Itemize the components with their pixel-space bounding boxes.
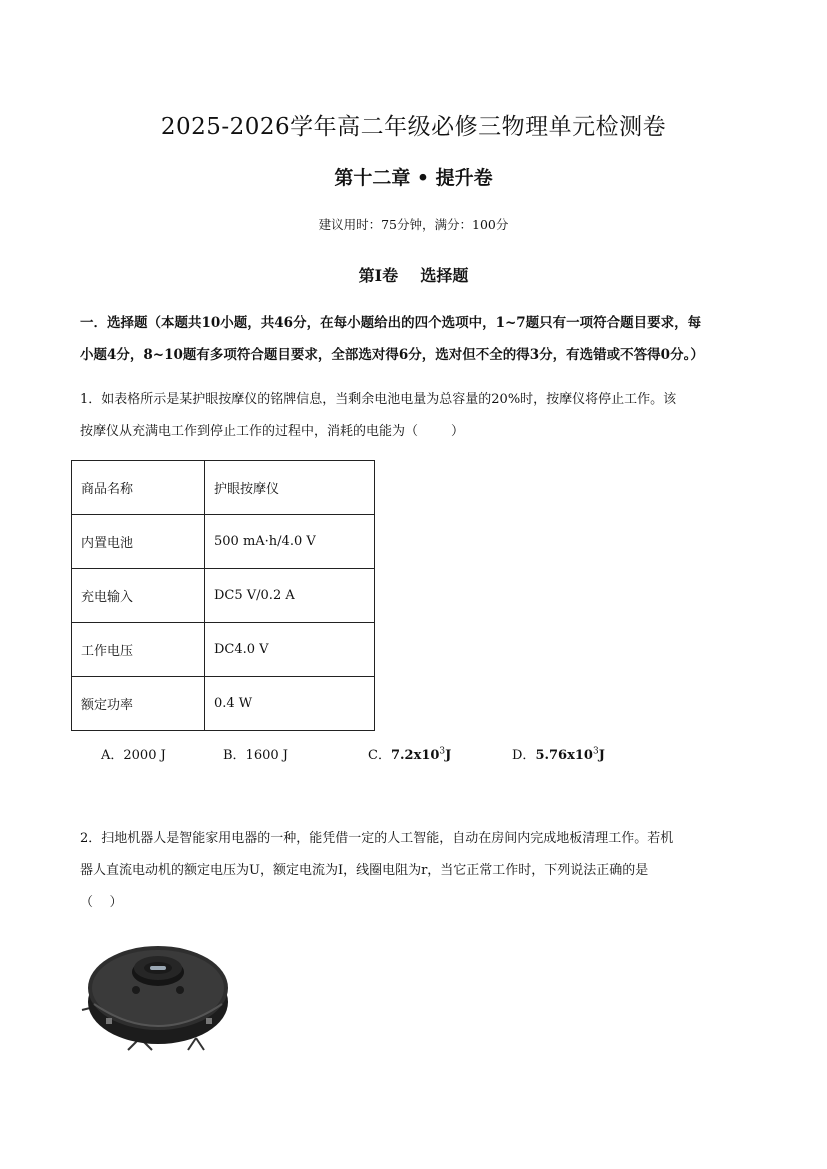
option-c-unit: J — [445, 748, 452, 763]
table-cell-key: 额定功率 — [72, 677, 205, 731]
option-a: A．2000 J — [101, 748, 166, 763]
part-title: 第I卷 选择题 — [358, 266, 469, 285]
option-d-label: D． — [512, 748, 536, 763]
q1-text-line-2: 按摩仪从充满电工作到停止工作的过程中，消耗的电能为（ ） — [80, 424, 465, 439]
option-d-mantissa: 5.76x10 — [535, 748, 593, 763]
option-c-exponent: 3 — [439, 746, 446, 757]
table-cell-key: 充电输入 — [72, 569, 205, 623]
table-row — [72, 515, 375, 569]
exam-meta: 建议用时：75分钟，满分：100分 — [318, 217, 509, 232]
q2-text-line-3: （ ） — [80, 895, 123, 910]
option-b: B．1600 J — [223, 748, 288, 763]
table-cell-key: 内置电池 — [72, 515, 205, 569]
option-c-mantissa: 7.2x10 — [390, 748, 440, 763]
instruction-line-2: 小题4分，8~10题有多项符合题目要求，全部选对得6分，选对但不全的得3分，有选错或不答得0分。） — [80, 347, 704, 363]
table-row — [72, 677, 375, 731]
table-row — [72, 569, 375, 623]
table-cell-value: 500 mA·h/4.0 V — [205, 515, 375, 569]
table-cell-value: 0.4 W — [205, 677, 375, 731]
table-row — [72, 623, 375, 677]
option-d — [512, 744, 605, 763]
option-c-label: C． — [368, 748, 391, 763]
chapter-subtitle: 第十二章 • 提升卷 — [334, 167, 493, 189]
robot-vacuum-image — [78, 930, 238, 1060]
option-c — [368, 744, 451, 763]
table-cell-value: DC4.0 V — [205, 623, 375, 677]
instruction-line-1: 一．选择题（本题共10小题，共46分，在每小题给出的四个选项中，1~7题只有一项符合题目要求，每 — [80, 315, 702, 331]
spec-table — [71, 460, 375, 731]
table-row — [72, 461, 375, 515]
table-cell-value: DC5 V/0.2 A — [205, 569, 375, 623]
q1-text-line-1: 1．如表格所示是某护眼按摩仪的铭牌信息，当剩余电池电量为总容量的20%时，按摩仪将停止工作。该 — [80, 392, 677, 407]
q2-text-line-2: 器人直流电动机的额定电压为U，额定电流为I，线圈电阻为r，当它正常工作时，下列说法正确的是 — [80, 863, 649, 878]
table-cell-key: 工作电压 — [72, 623, 205, 677]
q2-text-line-1: 2．扫地机器人是智能家用电器的一种，能凭借一定的人工智能，自动在房间内完成地板清理工作。若机 — [80, 831, 674, 846]
option-d-exponent: 3 — [592, 746, 599, 757]
option-d-unit: J — [598, 748, 605, 763]
document-title: 2025-2026学年高二年级必修三物理单元检测卷 — [160, 114, 667, 140]
table-cell-key: 商品名称 — [72, 461, 205, 515]
table-cell-value: 护眼按摩仪 — [205, 461, 375, 515]
